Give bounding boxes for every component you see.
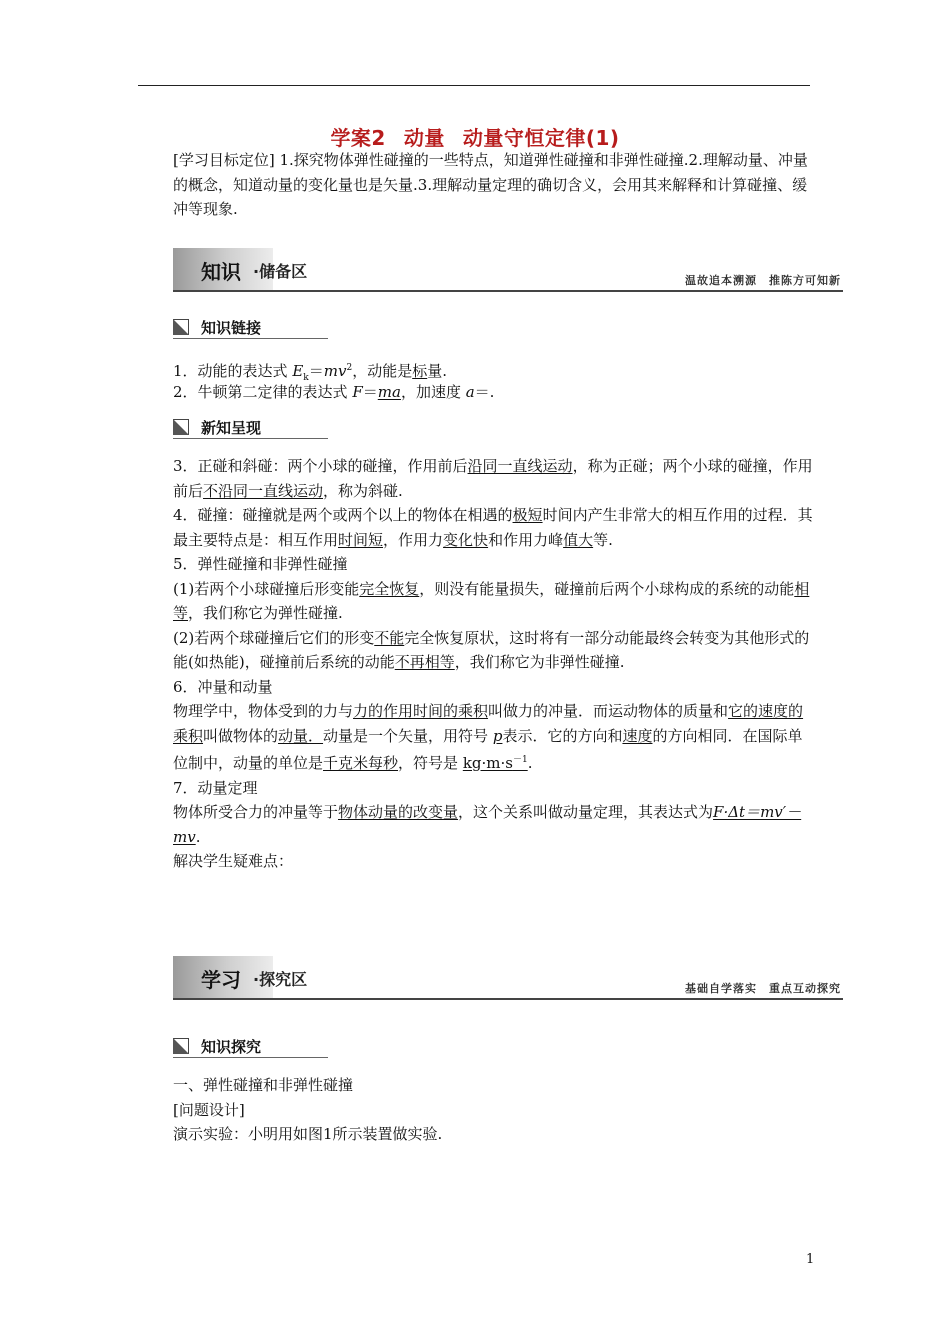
- corner-triangle-icon: [173, 319, 189, 335]
- banner-title: 知识: [201, 260, 241, 284]
- explore-heading: 一、弹性碰撞和非弹性碰撞: [173, 1076, 354, 1094]
- corner-triangle-icon: [173, 419, 189, 435]
- page-number: 1: [806, 1252, 815, 1267]
- learning-objectives: [学习目标定位] 1.探究物体弹性碰撞的一些特点，知道弹性碰撞和非弹性碰撞.2.理解动量、冲量的概念，知道动量的变化量也是矢量.3.理解动量定理的确切含义，会用其来解释和计算碰撞、缓冲等现象.: [173, 151, 808, 218]
- banner-slogan: 温故追本溯源 推陈方可知新: [685, 274, 841, 287]
- demo-experiment-text: 演示实验：小明用如图1所示装置做实验.: [173, 1125, 443, 1143]
- subheading-new-knowledge: 新知呈现: [173, 416, 328, 439]
- item-4: 4．碰撞：碰撞就是两个或两个以上的物体在相遇的极短时间内产生非常大的相互作用的过程．其最主要特点是：相互作用时间短，作用力变化快和作用力峰值大等.: [173, 506, 813, 549]
- subheading-knowledge-link: 知识链接: [173, 316, 328, 339]
- knowledge-item-2: 2．牛顿第二定律的表达式 F＝ma，加速度 a＝.: [173, 383, 495, 401]
- banner-title: 学习: [201, 968, 241, 992]
- item-7: 7．动量定理: [173, 778, 258, 797]
- section-banner-knowledge: [173, 248, 843, 292]
- banner-subtitle: ·储备区: [253, 262, 308, 281]
- banner-slogan: 基础自学落实 重点互动探究: [685, 982, 841, 995]
- knowledge-item-1: 1．动能的表达式 $E_k=mv^2$，动能是标量.: [173, 362, 447, 383]
- subheading-knowledge-explore: 知识探究: [173, 1035, 328, 1058]
- item-5-2: (2)若两个球碰撞后它们的形变不能完全恢复原状，这时将有一部分动能最终会转变为其他形式的能(如热能)，碰撞前后系统的动能不再相等，我们称它为非弹性碰撞.: [173, 628, 810, 671]
- question-design-label: [问题设计]: [173, 1100, 245, 1119]
- item-5: 5．弹性碰撞和非弹性碰撞: [173, 555, 348, 573]
- difficulty-note: 解决学生疑难点：: [173, 852, 294, 870]
- item-6-body: 物理学中，物体受到的力与力的作用时间的乘积叫做力的冲量．而运动物体的质量和它的速度的乘积叫做物体的动量．动量是一个矢量，用符号 p表示．它的方向和速度的方向相同．在国际单位制中，动量的单位是千克米每秒，符号是 $kg\cdot m\cdot s^{-1}$.: [173, 702, 804, 772]
- section-banner-study: [173, 956, 843, 1000]
- corner-triangle-icon: [173, 1038, 189, 1054]
- item-7-body: 物体所受合力的冲量等于物体动量的改变量，这个关系叫做动量定理，其表达式为F·Δt＝mv′－mv.: [173, 803, 802, 846]
- banner-rule: [173, 290, 843, 292]
- item-6: 6．冲量和动量: [173, 677, 273, 696]
- banner-subtitle: ·探究区: [253, 970, 308, 989]
- page-title: 学案2 动量 动量守恒定律(1): [330, 126, 620, 150]
- header-rule: [138, 85, 810, 86]
- item-3: 3．正碰和斜碰：两个小球的碰撞，作用前后沿同一直线运动，称为正碰；两个小球的碰撞，作用前后不沿同一直线运动，称为斜碰.: [173, 457, 813, 500]
- new-knowledge-body: [173, 454, 813, 874]
- item-5-1: (1)若两个小球碰撞后形变能完全恢复，则没有能量损失，碰撞前后两个小球构成的系统的动能相等，我们称它为弹性碰撞.: [173, 579, 810, 622]
- banner-rule: [173, 998, 843, 1000]
- explore-body: [173, 1073, 813, 1147]
